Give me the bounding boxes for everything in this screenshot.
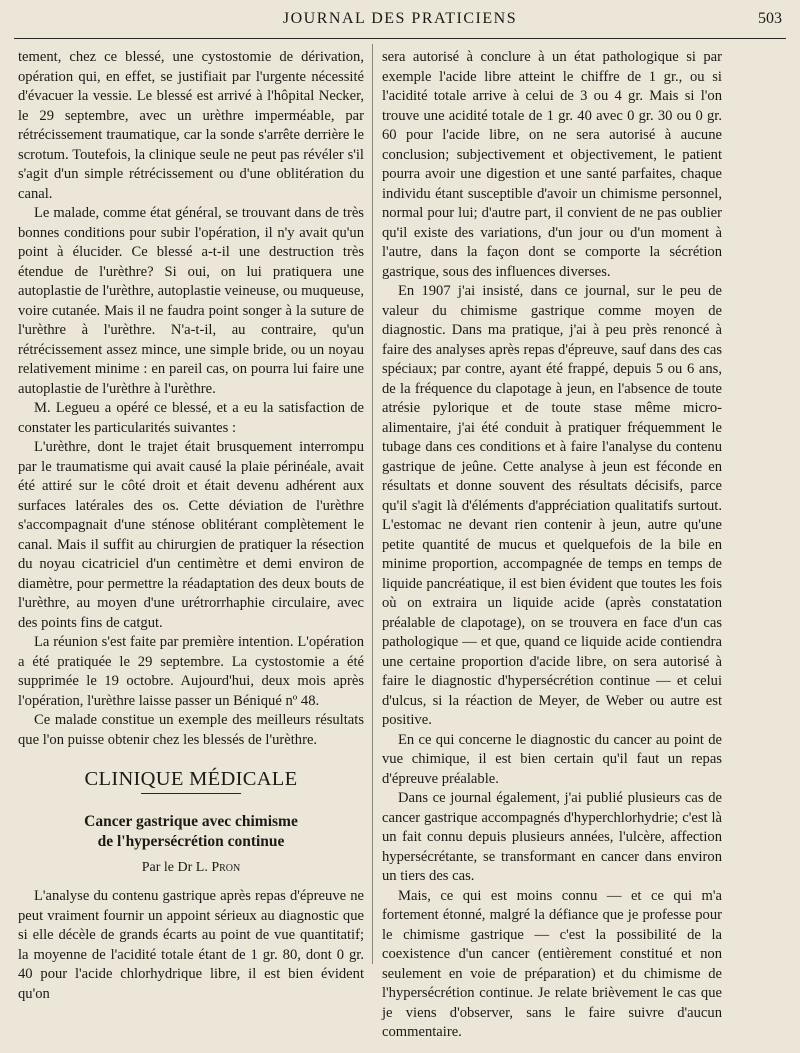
running-header bbox=[14, 8, 786, 39]
byline-prefix: Par le Dr L. bbox=[141, 859, 212, 875]
journal-title: JOURNAL DES PRATICIENS bbox=[282, 10, 518, 27]
right-column bbox=[382, 48, 722, 1043]
article-title bbox=[18, 812, 364, 852]
paragraph: M. Legueu a opéré ce blessé, et a eu la satisfaction de constater les particularités suivantes : bbox=[18, 400, 364, 436]
author-name: Pron bbox=[211, 859, 241, 875]
byline bbox=[18, 858, 364, 878]
paragraph: Dans ce journal également, j'ai publié plusieurs cas de cancer gastrique accompagnés d'hyperchlorhydrie; c'est là un fait connu depuis plusieurs années, l'ulcère, affection hypersécrétante, se transformant en cancer dans environ un tiers des cas. bbox=[382, 790, 722, 884]
paragraph: sera autorisé à conclure à un état pathologique si par exemple l'acide libre atteint le chiffre de 1 gr., ou si l'acidité totale arrive à celui de 3 ou 4 gr. Mais si l'on trouve une acidité totale de 1 gr. 40 avec 0 gr. 30 ou 0 gr. 60 pour l'acide libre, on ne sera autorisé à aucune conclusion; subjectivement et objectivement, le patient pourra avoir une digestion et une santé parfaites, chaque individu étant susceptible d'avoir un chimisme personnel, normal pour lui; d'autre part, il convient de ne pas oublier qu'il existe des variations, d'un jour ou d'un moment à l'autre, dans la façon dont se comporte la sécrétion gastrique, sous des influences diverses. bbox=[382, 49, 722, 280]
article-title-line: Cancer gastrique avec chimisme bbox=[84, 812, 298, 830]
left-column bbox=[18, 48, 364, 1004]
paragraph: En 1907 j'ai insisté, dans ce journal, sur le peu de valeur du chimisme gastrique comme moyen de diagnostic. Dans ma pratique, j'ai à peu près renoncé à faire des analyses après repas d'épreuve, sauf dans des cas spéciaux; par contre, ayant été frappé, depuis 5 ou 6 ans, de la fréquence du clapotage à jeun, en l'absence de toute atrésie pylorique et de toute stase même micro-alimentaire, j'ai été conduit à pratiquer fréquemment le tubage dans ces conditions et à faire l'analyse du contenu gastrique de jeûne. Cette analyse à jeun est féconde en résultats et donne souvent des résultats décisifs, parce qu'il s'agit là d'éléments d'appréciation qualitatifs surtout. L'estomac ne devant rien contenir à jeun, autre qu'une petite quantité de mucus et quelquefois de la bile en minime proportion, accompagnée de temps en temps de liquide pancréatique, il est bien évident que toutes les fois où on extraira un liquide acide (après constatation préalable de clapotage), on se trouvera en face d'un cas pathologique — et que, quand ce liquide acide contiendra une certaine proportion d'acide libre, on sera autorisé à faire le diagnostic d'hypersécrétion continue — et celui d'ulcus, si la réaction de Meyer, de Weber ou autre est positive. bbox=[382, 283, 722, 728]
paragraph: tement, chez ce blessé, une cystostomie de dérivation, opération qui, en effet, se justifiait par l'urgente nécessité d'évacuer la vessie. Le blessé est arrivé à l'hôpital Necker, le 29 septembre, avec un urèthre imperméable, par rétrécissement traumatique, car la sonde s'arrête derrière le scrotum. Toutefois, la clinique seule ne peut pas révéler s'il s'agit d'un simple rétrécissement ou d'une oblitération du canal. bbox=[18, 49, 364, 202]
paragraph: L'urèthre, dont le trajet était brusquement interrompu par le traumatisme qui avait causé la plaie périnéale, avait été attiré sur le côté droit et était devenu adhérent aux surfaces latérales des os. Cette déviation de l'urèthre s'accompagnait d'une sténose oblitérant complètement le canal. Mais il suffit au chirurgien de pratiquer la résection du noyau cicatriciel d'un centimètre et demi environ de diamètre, pour permettre la réadaptation des deux bouts de l'urèthre, au moyen d'une urétrorrhaphie circulaire, avec des points fins de catgut. bbox=[18, 439, 364, 631]
paragraph: Le malade, comme état général, se trouvant dans de très bonnes conditions pour subir l'opération, il n'y avait qu'un point à élucider. Ce blessé a-t-il une destruction très étendue de l'urèthre? Si oui, on lui pratiquera une autoplastie de l'urèthre, autoplastie veineuse, ou muqueuse, voire cutanée. Mais il ne faudra point songer à la suture de l'urèthre à l'urèthre. N'a-t-il, au contraire, qu'un rétrécissement assez mince, une simple bride, ou un noyau relativement minime : en pareil cas, on pourra lui faire une autoplastie de l'urèthre à l'urèthre. bbox=[18, 205, 364, 397]
article-title-line: de l'hypersécrétion continue bbox=[97, 832, 285, 850]
paragraph: La réunion s'est faite par première intention. L'opération a été pratiquée le 29 septembre. La cystostomie a été supprimée le 19 octobre. Aujourd'hui, deux mois après l'opération, l'urèthre laisse passer un Béniqué nº 48. bbox=[18, 634, 364, 709]
column-divider bbox=[372, 44, 373, 964]
paragraph: Mais, ce qui est moins connu — et ce qui m'a fortement étonné, malgré la défiance que je professe pour le chimisme gastrique — c'est la possibilité de la coexistence d'un cancer (entièrement constitué et non seulement en voie de préparation) et du chimisme de l'hypersécrétion continue. Je relate brièvement le cas que je viens d'observer, sans le faire suivre d'aucun commentaire. bbox=[382, 887, 722, 1040]
paragraph: Ce malade constitue un exemple des meilleurs résultats que l'on puisse obtenir chez les blessés de l'urèthre. bbox=[18, 712, 364, 748]
section-rule bbox=[141, 793, 241, 794]
section-title: CLINIQUE MÉDICALE bbox=[84, 768, 298, 790]
paragraph: En ce qui concerne le diagnostic du cancer au point de vue chimique, il est bien certain qu'il faut un repas d'épreuve préalable. bbox=[382, 731, 722, 787]
page-number: 503 bbox=[758, 10, 782, 27]
paragraph: L'analyse du contenu gastrique après repas d'épreuve ne peut vraiment fournir un appoint sérieux au diagnostic que si elle décèle de grands écarts au point de vue quantitatif; la moyenne de l'acidité totale étant de 1 gr. 80, dont 0 gr. 40 pour l'acide chlorhydrique libre, il est bien évident qu'on bbox=[18, 888, 364, 1002]
